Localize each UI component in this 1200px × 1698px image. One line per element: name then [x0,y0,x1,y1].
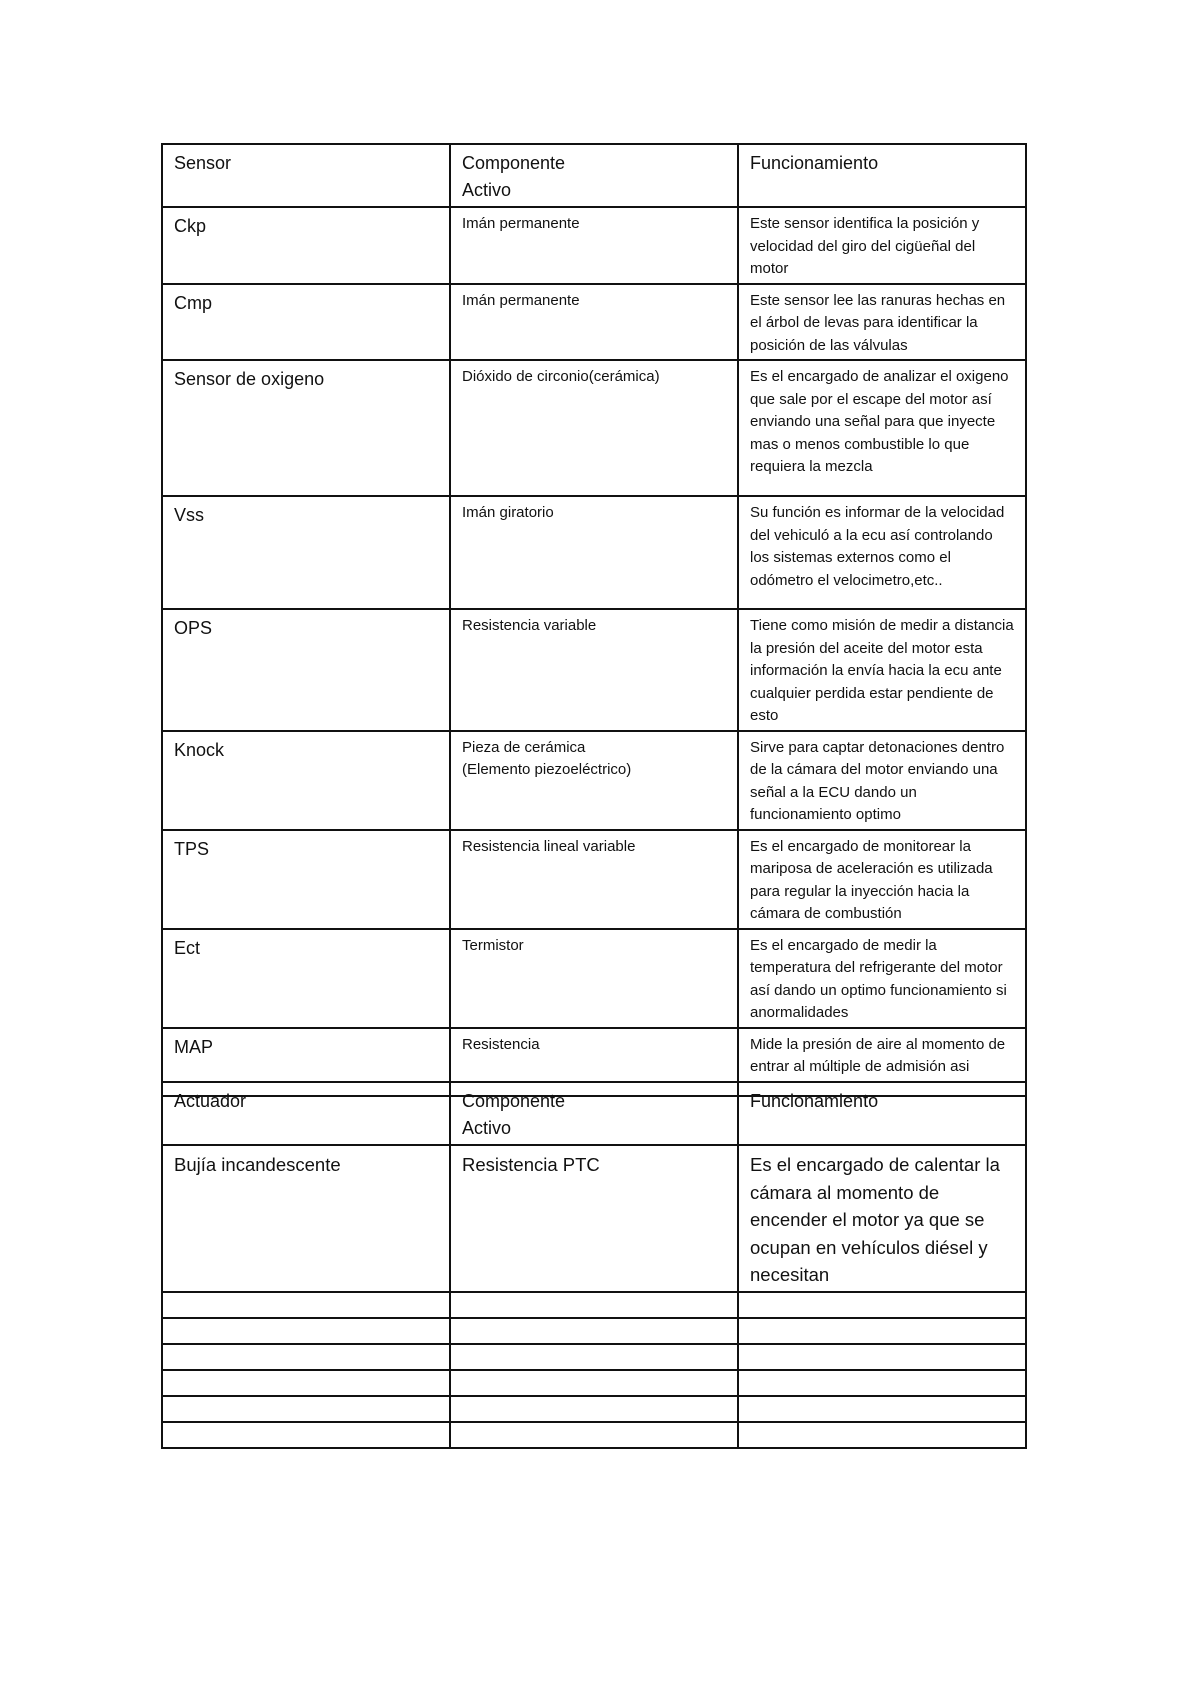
sensor-name: Knock [162,731,450,830]
empty-cell [450,1344,738,1370]
sensor-name: Ect [162,929,450,1028]
table-row [162,496,1026,609]
empty-cell [738,1396,1026,1422]
table-row [162,830,1026,929]
actuator-table [161,1081,1027,1449]
header-actuador: Actuador [162,1082,450,1145]
sensor-name: Cmp [162,284,450,361]
sensor-component: Imán permanente [450,207,738,284]
empty-cell [450,1318,738,1344]
sensor-name: Ckp [162,207,450,284]
sensor-function: Este sensor lee las ranuras hechas en el árbol de levas para identificar la posición de las válvulas [738,284,1026,361]
sensor-function: Es el encargado de analizar el oxigeno que sale por el escape del motor así enviando una señal para que inyecte mas o menos combustible lo que requiera la mezcla [738,360,1026,496]
table-row [162,1370,1026,1396]
empty-cell [162,1370,450,1396]
header-sensor: Sensor [162,144,450,207]
sensor-name: MAP [162,1028,450,1096]
table-row [162,207,1026,284]
sensor-component: Termistor [450,929,738,1028]
empty-cell [738,1318,1026,1344]
empty-cell [162,1318,450,1344]
sensor-function: Su función es informar de la velocidad del vehiculó a la ecu así controlando los sistemas externos como el odómetro el velocimetro,etc.. [738,496,1026,609]
sensor-header-row [162,144,1026,207]
sensor-name: TPS [162,830,450,929]
sensor-component: Imán giratorio [450,496,738,609]
sensor-function: Mide la presión de aire al momento de entrar al múltiple de admisión asi [738,1028,1026,1096]
actuator-function: Es el encargado de calentar la cámara al momento de encender el motor ya que se ocupan en vehículos diésel y necesitan [738,1145,1026,1292]
sensor-function: Este sensor identifica la posición y velocidad del giro del cigüeñal del motor [738,207,1026,284]
sensor-component: Resistencia lineal variable [450,830,738,929]
empty-cell [450,1292,738,1318]
empty-cell [162,1292,450,1318]
empty-cell [450,1396,738,1422]
sensor-function: Tiene como misión de medir a distancia la presión del aceite del motor esta información la envía hacia la ecu ante cualquier perdida estar pendiente de esto [738,609,1026,731]
table-row [162,1318,1026,1344]
table-row [162,1145,1026,1292]
empty-cell [162,1344,450,1370]
header-componente: Componente Activo [450,1082,738,1145]
sensor-name: OPS [162,609,450,731]
table-row [162,929,1026,1028]
sensor-function: Es el encargado de medir la temperatura del refrigerante del motor así dando un optimo funcionamiento si anormalidades [738,929,1026,1028]
header-funcionamiento: Funcionamiento [738,1082,1026,1145]
table-row [162,284,1026,361]
sensor-component: Imán permanente [450,284,738,361]
sensor-function: Sirve para captar detonaciones dentro de la cámara del motor enviando una señal a la ECU dando un funcionamiento optimo [738,731,1026,830]
table-row [162,1422,1026,1448]
empty-cell [738,1370,1026,1396]
table-row [162,609,1026,731]
sensor-component: Resistencia variable [450,609,738,731]
table-row [162,360,1026,496]
empty-cell [738,1344,1026,1370]
sensor-name: Vss [162,496,450,609]
sensor-function: Es el encargado de monitorear la mariposa de aceleración es utilizada para regular la inyección hacia la cámara de combustión [738,830,1026,929]
table-row [162,1396,1026,1422]
empty-cell [450,1422,738,1448]
table-row [162,731,1026,830]
empty-cell [450,1370,738,1396]
empty-cell [738,1292,1026,1318]
table-row [162,1344,1026,1370]
sensor-name: Sensor de oxigeno [162,360,450,496]
empty-cell [162,1422,450,1448]
actuator-component: Resistencia PTC [450,1145,738,1292]
sensor-component: Pieza de cerámica (Elemento piezoeléctrico) [450,731,738,830]
sensor-table [161,143,1027,1097]
sensor-component: Resistencia [450,1028,738,1096]
header-componente: Componente Activo [450,144,738,207]
empty-cell [162,1396,450,1422]
empty-cell [738,1422,1026,1448]
table-row [162,1292,1026,1318]
sensor-component: Dióxido de circonio(cerámica) [450,360,738,496]
actuator-header-row [162,1082,1026,1145]
actuator-name: Bujía incandescente [162,1145,450,1292]
header-funcionamiento: Funcionamiento [738,144,1026,207]
